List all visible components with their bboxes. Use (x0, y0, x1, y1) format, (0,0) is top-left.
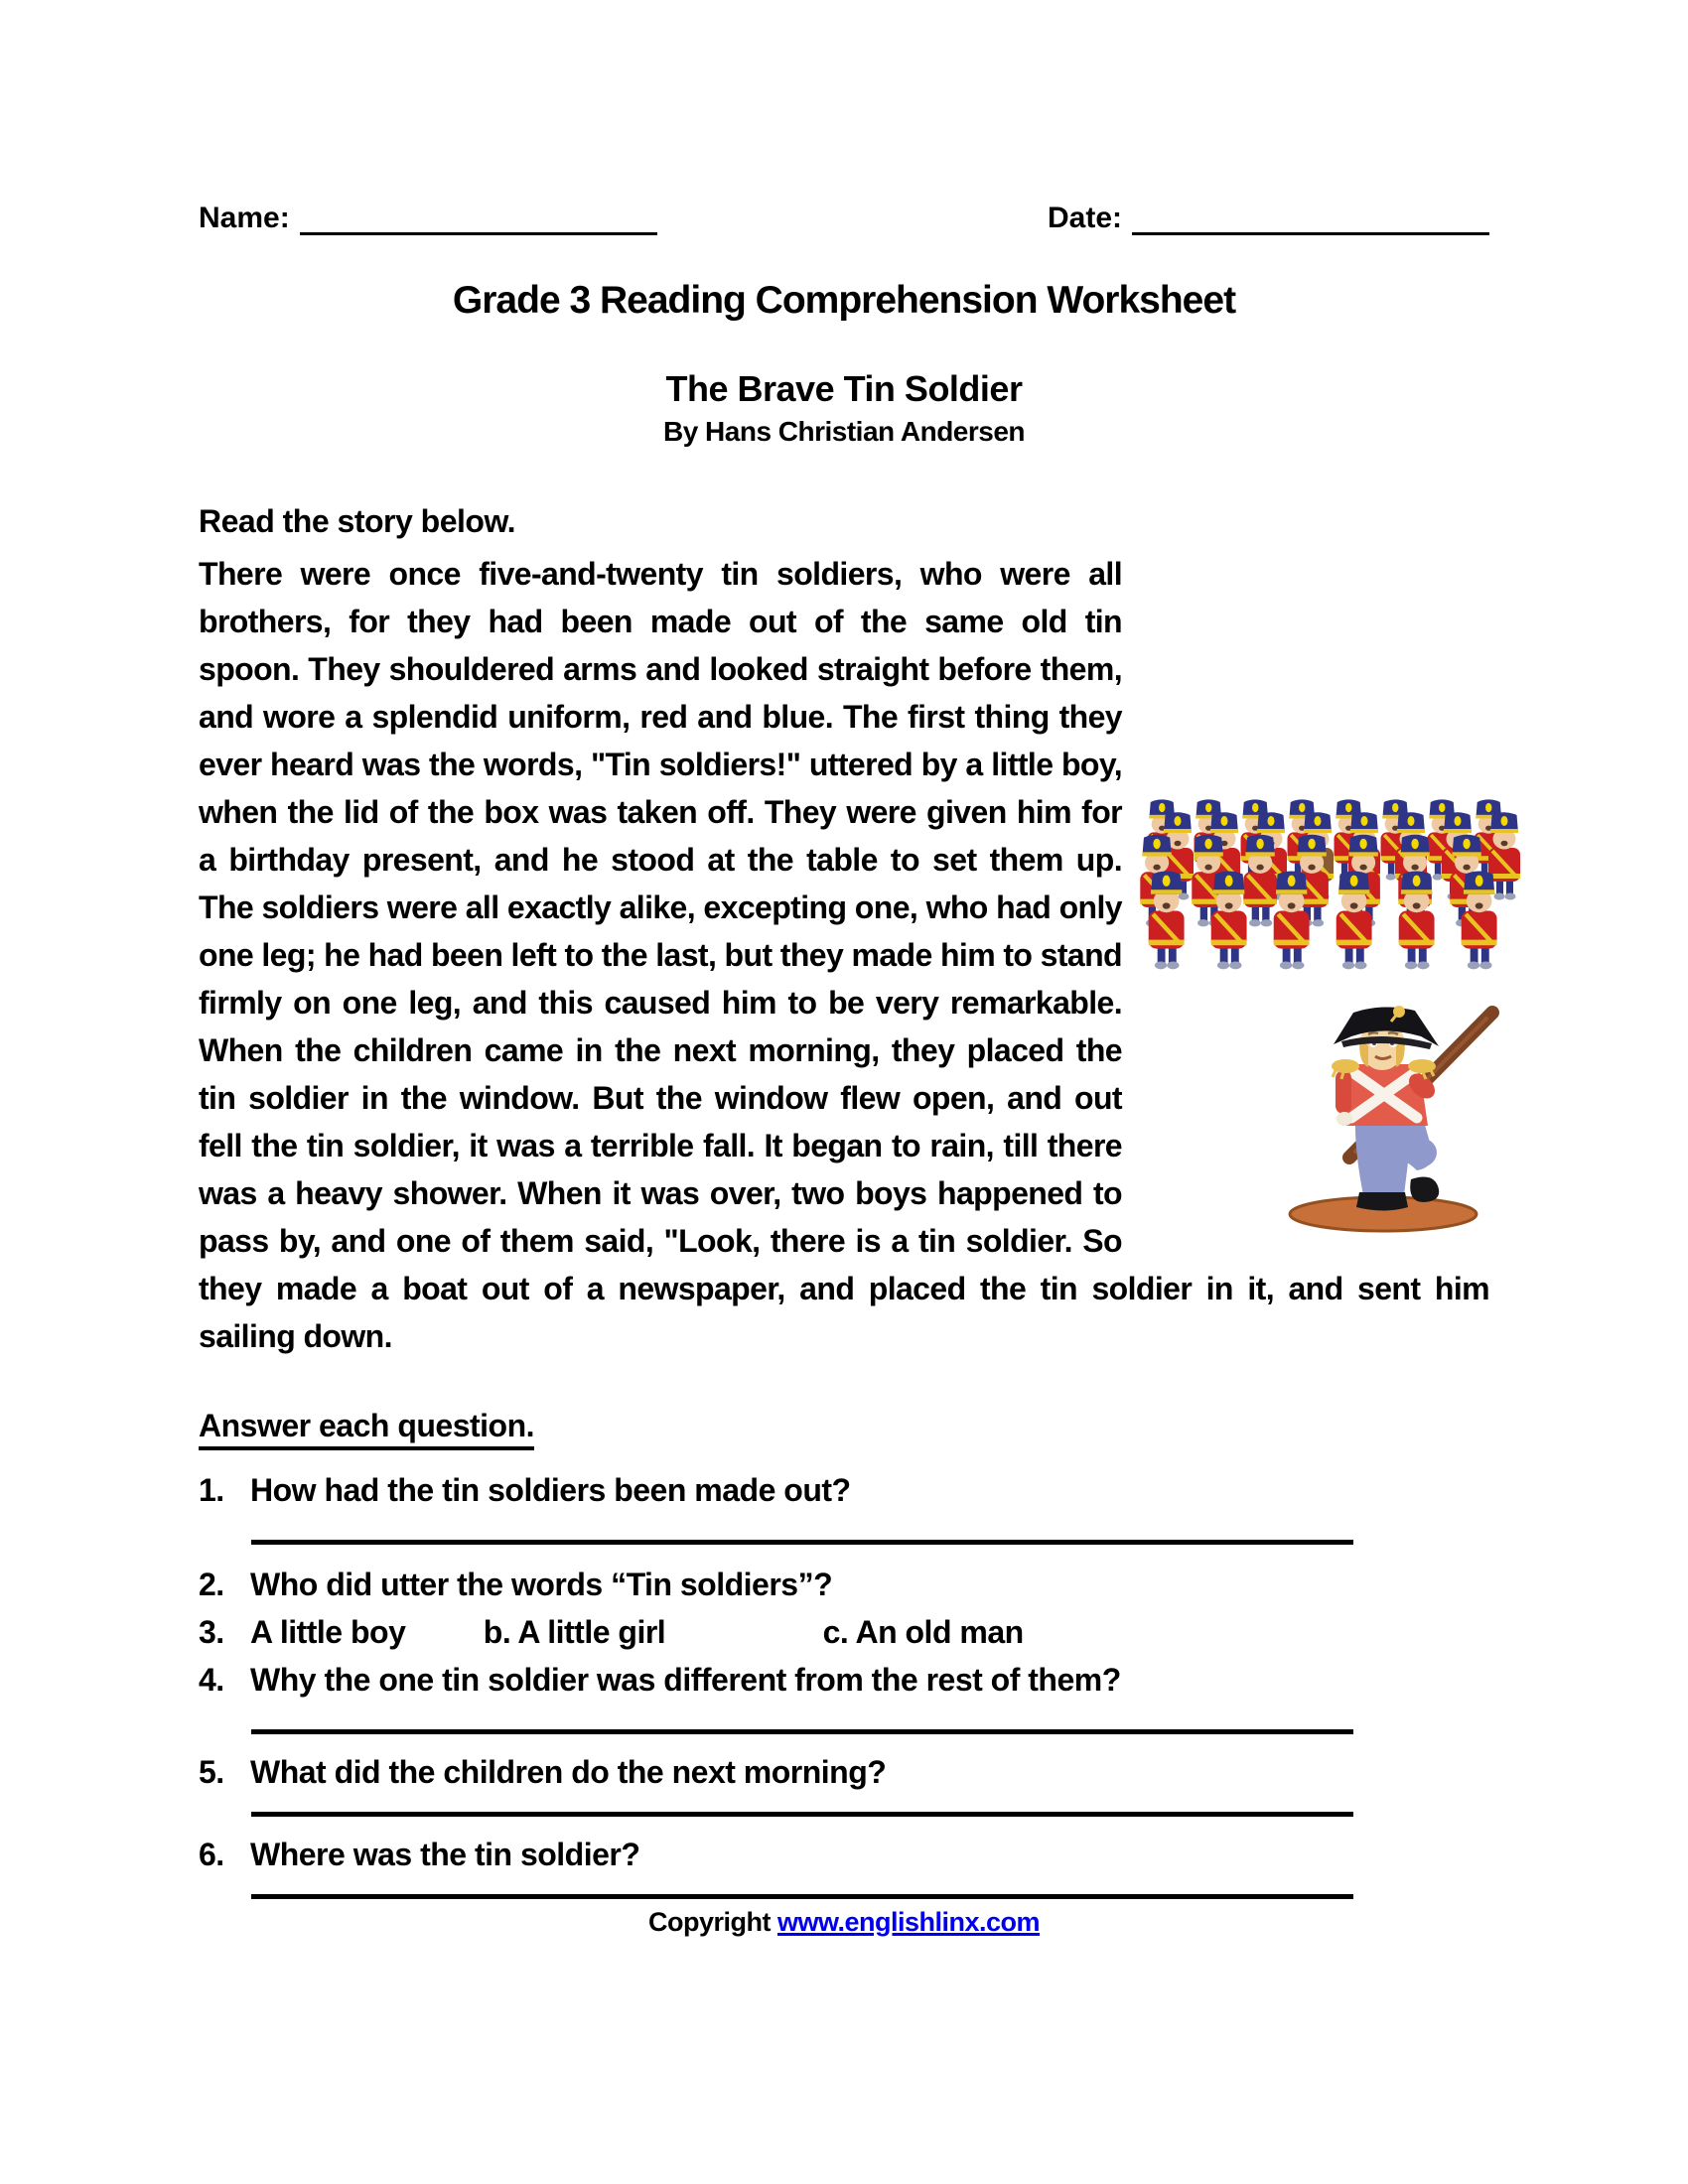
questions-heading: Answer each question. (199, 1408, 534, 1450)
name-blank-line (300, 199, 657, 235)
story-illustrations (1132, 790, 1549, 1239)
question-6 (199, 1831, 1489, 1878)
question-5-number: 5. (199, 1754, 224, 1790)
question-1-text: How had the tin soldiers been made out? (250, 1472, 851, 1508)
question-1 (199, 1466, 1489, 1514)
date-blank-line (1132, 199, 1489, 235)
story-text: There were once five-and-twenty tin soldiers, who were all brothers, for they had been made out of the same old tin spoon. They shouldered arms and looked straight before them, and wore a splendid uniform, red and blue. The first thing they ever heard was the words, "Tin soldiers!" uttered by a little boy, when the lid of the box was taken off. They were given him for a birthday present, and he stood at the table to set them up. The soldiers were all exactly alike, excepting one, who had only one leg; he had been left to the last, but they made him to stand firmly on one leg, and this caused him to be very remarkable. When the children came in the next morning, they placed the tin soldier in the window. But the window flew open, and out fell the tin soldier, it was a terrible fall. It began to rain, till there was a heavy shower. When it was over, two boys happened to pass by, and one of them said, "Look, there is a tin soldier. So they made a boat out of a newspaper, and placed the tin soldier in it, and sent him sailing down. (199, 556, 1489, 1354)
answer-blank-5 (251, 1796, 1353, 1817)
worksheet-heading: Grade 3 Reading Comprehension Worksheet (452, 279, 1236, 322)
answer-blank-6 (251, 1878, 1353, 1899)
story-title: The Brave Tin Soldier (665, 368, 1023, 409)
question-1-number: 1. (199, 1472, 224, 1508)
question-4-text: Why the one tin soldier was different from the rest of them? (250, 1662, 1121, 1698)
date-field (1048, 199, 1489, 235)
option-a: A little boy (250, 1614, 406, 1650)
copyright-link[interactable]: www.englishlinx.com (776, 1907, 1041, 1937)
question-2-number: 2. (199, 1567, 224, 1602)
answer-blank-1 (251, 1514, 1353, 1545)
date-label: Date: (1047, 202, 1122, 234)
story-byline: By Hans Christian Andersen (662, 416, 1026, 447)
question-3-number: 3. (199, 1614, 224, 1650)
question-5-text: What did the children do the next morning? (250, 1754, 887, 1790)
question-6-text: Where was the tin soldier? (250, 1837, 640, 1872)
story-paragraph (199, 550, 1489, 1360)
copyright-label: Copyright (647, 1907, 771, 1937)
name-date-row (199, 199, 1489, 235)
option-c: c. An old man (822, 1614, 1024, 1650)
tin-soldiers-group-illustration (1132, 790, 1549, 985)
name-field (199, 199, 657, 235)
footer (199, 1907, 1489, 1938)
brave-tin-soldier-illustration (1271, 1001, 1501, 1239)
question-2 (199, 1561, 1489, 1608)
question-3-options-row (199, 1608, 1489, 1656)
question-4-number: 4. (199, 1662, 224, 1698)
read-instruction: Read the story below. (199, 503, 516, 539)
name-label: Name: (199, 202, 290, 234)
answer-blank-4 (251, 1704, 1353, 1734)
question-2-text: Who did utter the words “Tin soldiers”? (250, 1567, 833, 1602)
question-6-number: 6. (199, 1837, 224, 1872)
question-4 (199, 1656, 1489, 1704)
option-b: b. A little girl (483, 1614, 666, 1650)
question-5 (199, 1748, 1489, 1796)
